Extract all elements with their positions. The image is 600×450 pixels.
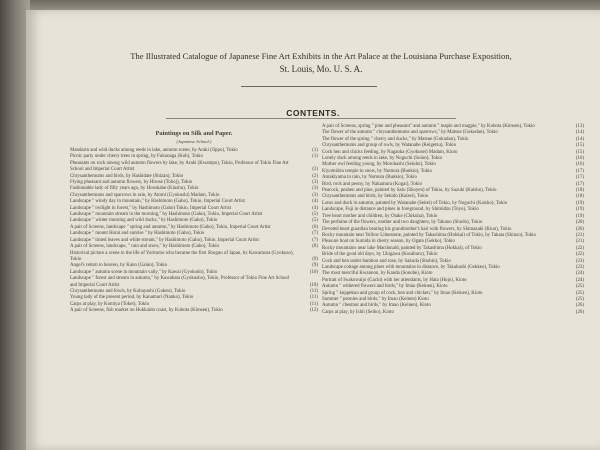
entry-page-number: (9) [312,263,318,269]
section-subheading: (Japanese School.) [176,139,212,144]
entry-title: Landscape " mountain stream in the morning," by Hashimoto (Gaho), Tokio, Imperial Court Artist [70,212,263,218]
entry-page-number: (15) [575,143,584,149]
entry-page-number: (9) [312,256,318,262]
entry-title: Mandarin and wild ducks among reeds in lake, autumn scene, by Araki (Jippo), Tokio [70,148,238,153]
entry-title: Pleasure boat on Sumida in cherry season, by Ogata (Gekko), Tokio [322,239,455,245]
entry-title: Bird, rock and peony, by Nakamura (Kogai), Tokio [322,181,423,187]
list-item [70,308,318,314]
title-divider [241,86,377,87]
entry-page-number: (3) [312,186,318,192]
entry-page-number: (22) [575,252,584,258]
entry-page-number: (11) [310,288,318,294]
entry-title: Autumn " withered flowers and birds," by Imao (Keinen), Kioto [322,284,448,290]
entry-title: Chrysanthemums and fowls, by Kobayashi (Goken), Tokio [70,288,186,294]
entry-page-number: (20) [575,220,584,226]
entry-page-number: (15) [575,149,584,155]
entry-title: Landscape " twilight in forest," by Hashimoto (Gaho) Tokio, Imperial Court Artist [70,205,231,211]
entry-page-number: (26) [575,303,584,309]
entry-title: Autumn " chestnut and birds," by Imao (Keinen), Kioto [322,303,431,309]
entry-page-number: (14) [575,136,584,142]
entry-title: Landscape " autumn scene in mountain vally," by Kawai (Gyokudo), Tokio [70,269,218,275]
entry-page-number: (16) [575,156,584,162]
entry-title: Chrysanthemums and sparrows in rain, by Atomi (Gyokushi) Madam, Tokio [70,192,220,198]
entry-title: Rocky mountain near Yellow Limestone, painted by Takashima (Hokkai) of Tokio, by Takata (Shinzo), Tokio [322,232,536,238]
entry-title: Lonely duck among reeds in lake, by Noguchi (Suiun), Tokio [322,156,443,162]
entry-title: Chrysanthemums and birds, by Hashidate (Shizan), Tokio [70,173,184,179]
entry-title: Tree heart mother and children, by Otake (Chikuha), Tokio [322,213,438,219]
right-entry-list [322,124,584,316]
entry-page-number: (21) [575,239,584,245]
entry-title: Cock and hen under bamboo and rose, by Sakuda (Shohin), Tokio [322,258,451,264]
entry-title: Angel's return to heaven, by Kano (Gaiun), Tokio [70,263,168,269]
right-column [322,124,584,316]
entry-title: Picnic party under cherry trees in spring, by Fukunaga (Koh), Tokio [70,154,203,160]
entry-title: Historical picture a scene in the life of Yoritomo who became the first Shogun of Japan, by Kawamura (Gyokuso), Tokio [70,250,295,262]
entry-page-number: (13) [575,124,584,129]
title-line-2: St. Louis, Mo. U. S. A. [279,64,363,74]
entry-page-number: (4) [312,199,318,205]
entry-title: Pheasants on rock among wild autumn flowers by lake, by Araki (Kwampo), Tokio, Professor of Tokio Fine Art School and Imperial Court Artist [70,160,290,173]
entry-page-number: (25) [575,290,584,296]
entry-title: Lotus and duck in autumn, painted by Watanabe (Seitei) of Tokio, by Noguchi (Kaisho), Tokio [322,200,508,206]
entry-title: Landscape " windy day in mountain," by Hashimoto (Gaho), Tokio, Imperial Court Artist [70,199,245,205]
entry-title: Flying pheasant and autumn flowers, by Hirose (Tohoj), Tokio [70,180,193,186]
entry-title: A pair of Screens, spring " pine and pheasant" and autumn " maple and magpie," by Kubota (Kimsen), Tokio [322,124,535,129]
entry-page-number: (16) [575,162,584,168]
entry-title: Chrysanthemums and birds, by Sekido (Kaisei), Tokio [322,194,429,200]
entry-title: Fashionable lady of fifty years ago, by Hosokahe (Kinshu), Tokio [70,186,199,192]
entry-title: Amakiyama in rain, by Nomura (Bunkio), Tokio [322,175,417,181]
entry-page-number: (1) [312,154,318,160]
entry-title: The flower of the spring " cherry and ducks," by Matsue (Gokudan), Tokio [322,136,469,142]
entry-page-number: (17) [575,181,584,187]
entry-title: Carps at play, by Komiya (Tokei), Tokio [70,301,150,307]
entry-title: A pair of Screens, landscape " spring and autumn," by Hashimoto (Gaho), Tokio, Imperial Court Artist [70,224,271,230]
entry-page-number: (5) [312,212,318,218]
entry-page-number: (12) [309,308,318,314]
entry-page-number: (3) [312,192,318,198]
entry-title: Landscape cottage among pines with mountains in distance, by Takahashi (Gekkeo), Tokio [322,264,500,270]
entry-page-number: (19) [575,200,584,206]
entry-page-number: (24) [575,277,584,283]
entry-title: Landscape " mount Horai and sunrise " by Hashimoto (Gaho), Tokio [70,231,205,237]
entry-page-number: (10) [309,282,318,288]
entry-title: Spring " kuppekun and group of cock, hen and chicken," by Imao (Keinen), Kioto [322,290,483,296]
entry-title: Landscape, Fuji in distance and pines in foreground, by Shimidzu (Toyo), Tokio [322,207,479,213]
list-item [322,310,584,316]
entry-title: Landscape " tinted leaves and white stream," by Hashimoto (Gaho), Tokio, Imperial Court Artist [70,237,259,243]
entry-title: A pair of Screens, fish market on Hokkaido coast, by Kubota (Kimsen), Tokio [70,308,223,314]
entry-title: The perfume of the flowers, mother and two daughters, by Takano (Shodo), Tokio [322,220,483,226]
list-item [70,276,318,289]
entry-page-number: (20) [575,226,584,232]
contents-heading: CONTENTS. [286,108,340,118]
entry-page-number: (8) [312,244,318,250]
entry-page-number: (19) [575,207,584,213]
entry-title: Summer " peonies and birds," by Imao (Keinen) Kioto [322,296,429,302]
entry-page-number: (6) [312,224,318,230]
entry-page-number: (2) [312,173,318,179]
left-entry-list [70,148,318,315]
entry-title: Portrait of Iwakuwaijo (Gachi) with her attendants, by Hata (Hojo), Kioto [322,277,467,283]
entry-title: Landscape " winter morning and wild ducks," by Hashimoto (Gaho), Tokio [70,218,218,224]
entry-title: Landscape " forest and stream in autumn," by Kawabata (Gyokusho), Tokio, Professor of Tokio Fine Art School and Imperial Court Artist [70,276,291,288]
entry-page-number: (10) [309,269,318,275]
entry-title: A pair of Screens, landscape, " rain and snow," by Hashimoto (Gaho), Tokio [70,244,220,250]
entry-page-number: (3) [312,180,318,186]
entry-page-number: (18) [575,188,584,194]
contents-divider [166,118,456,119]
entry-page-number: (18) [575,194,584,200]
entry-page-number: (5) [312,218,318,224]
section-heading: Paintings on Silk and Paper. [155,130,233,137]
entry-page-number: (17) [575,175,584,181]
entry-page-number: (4) [312,205,318,211]
entry-page-number: (25) [575,284,584,290]
entry-page-number: (23) [575,258,584,264]
title-line-1: The Illustrated Catalogue of Japanese Fine Art Exhibits in the Art Palace at the Louisiana Purchase Exposition, [130,51,512,61]
entry-title: The flower of the autumn " chrysanthemums and sparrows," by Matsue (Gokudan), Tokio [322,130,498,136]
entry-title: The most merciful Kwannon, by Kanda (Sonobe), Kioto [322,271,433,277]
page-title [66,50,576,76]
entry-title: Mother owl feeding young, by Morohashi (Seiuho), Tokio [322,162,436,168]
entry-title: Rocky mountains near lake Macdonald, painted by Takashima (Hokkai), of Tokio [322,245,482,251]
entry-page-number: (23) [575,264,584,270]
entry-page-number: (19) [575,213,584,219]
entry-page-number: (25) [575,296,584,302]
entry-page-number: (11) [310,301,318,307]
entry-page-number: (14) [575,130,584,136]
entry-page-number: (11) [310,295,318,301]
list-item [70,161,318,174]
entry-page-number: (1) [312,148,318,153]
entry-page-number: (22) [575,245,584,251]
entry-page-number: (7) [312,237,318,243]
entry-page-number: (7) [312,231,318,237]
catalogue-page [26,10,600,450]
entry-title: Cock hen and chicks feeding, by Nagaoka (Gyokusei) Madam, Kioto [322,149,458,155]
entry-page-number: (26) [575,309,584,315]
entry-title: Devoted heart guardian bearing his grandmother's hair with flowers, by Shimazaki (Kiun), Tokio [322,226,512,232]
entry-title: Young lady of the present period, by Kanamori (Nanko), Tokio [70,295,194,301]
entry-page-number: (24) [575,271,584,277]
left-column [70,130,318,315]
entry-title: Peacock, peahen and pine, painted by Sato (Shoyen) of Tokio, by Suzuki (Kaisho), Tokio [322,188,497,194]
list-item [70,251,318,264]
entry-page-number: (21) [575,232,584,238]
entry-title: Carps at play, by Ishii (Seiho), Kioto [322,309,394,315]
entry-title: Kiyomidzu temple in snow, by Nomura (Bunkio), Tokio [322,168,432,174]
entry-page-number: (2) [312,167,318,173]
entry-title: Bride of the good old days, by Ukigawa (Kosaburo), Tokio [322,252,438,258]
entry-title: Chrysanthemums and group of owls, by Watanabe (Keigetsu), Tokio [322,143,457,149]
entry-page-number: (17) [575,168,584,174]
